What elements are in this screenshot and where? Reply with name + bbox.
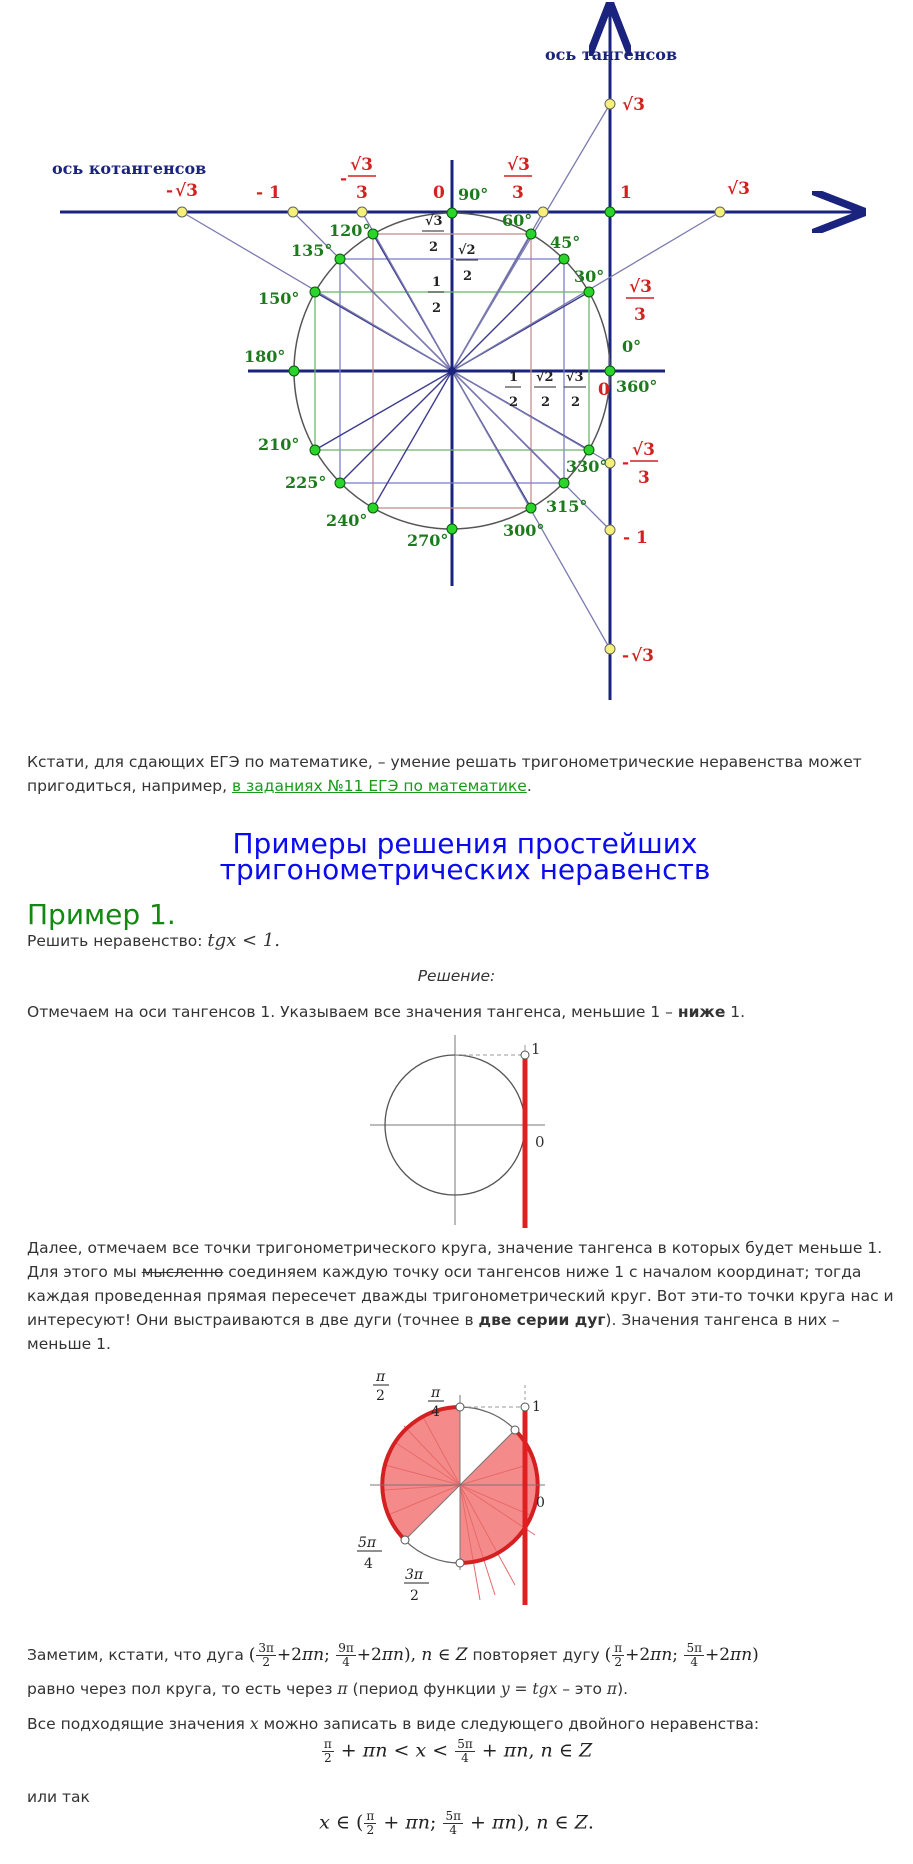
svg-text:2: 2 (429, 240, 439, 255)
svg-text:1: 1 (509, 370, 519, 385)
svg-text:0: 0 (433, 183, 445, 203)
svg-text:√3: √3 (632, 440, 656, 460)
svg-text:π: π (376, 1369, 386, 1385)
svg-text:-: - (340, 169, 348, 189)
svg-text:2: 2 (376, 1388, 385, 1404)
svg-text:0: 0 (535, 1133, 545, 1151)
svg-text:180°: 180° (244, 347, 286, 366)
task-formula: tgx < 1. (207, 930, 280, 951)
cot-axis-label: ось котангенсов (52, 159, 207, 178)
svg-text:-: - (622, 646, 630, 666)
svg-text:2: 2 (432, 301, 442, 316)
svg-text:√3: √3 (629, 277, 653, 297)
svg-text:√2: √2 (536, 370, 554, 385)
svg-text:270°: 270° (407, 531, 449, 550)
svg-text:3: 3 (638, 468, 650, 488)
svg-text:√3: √3 (566, 370, 584, 385)
svg-text:√3: √3 (350, 155, 374, 175)
svg-text:√3: √3 (727, 179, 751, 199)
tan-axis-label: ось тангенсов (545, 45, 678, 64)
svg-text:√3: √3 (507, 155, 531, 175)
all-values-paragraph: Все подходящие значения x можно записать в виде следующего двойного неравенства: (27, 1715, 760, 1733)
svg-text:0°: 0° (622, 337, 642, 356)
svg-text:0: 0 (598, 380, 610, 400)
svg-text:2: 2 (410, 1588, 419, 1604)
svg-text:330°: 330° (566, 457, 608, 476)
svg-text:√2: √2 (458, 243, 476, 258)
svg-text:√3: √3 (425, 214, 443, 229)
svg-text:30°: 30° (574, 267, 605, 286)
svg-text:2: 2 (541, 395, 551, 410)
example-title: Пример 1. (27, 898, 176, 931)
svg-text:-: - (166, 181, 174, 201)
interval-answer: x ∈ ( $\frac{\pi}{2}$ + πn; $\frac{5\pi}{4}$ + πn), n ∈ Z. (319, 1809, 594, 1837)
svg-text:-: - (622, 453, 630, 473)
svg-text:225°: 225° (285, 473, 327, 492)
svg-text:240°: 240° (326, 511, 368, 530)
svg-text:4: 4 (364, 1556, 373, 1572)
double-inequality: $\frac{\pi}{2}$ + πn < x < $\frac{5\pi}{4}$ + πn, n ∈ Z (323, 1737, 593, 1765)
svg-text:√3: √3 (622, 95, 646, 115)
svg-text:2: 2 (509, 395, 519, 410)
svg-text:120°: 120° (329, 221, 371, 240)
svg-text:315°: 315° (546, 497, 588, 516)
task-line: Решить неравенство: tgx < 1. (27, 930, 280, 951)
svg-text:√3: √3 (175, 181, 199, 201)
svg-text:60°: 60° (502, 211, 533, 230)
arcs-figure (360, 1365, 560, 1605)
svg-text:5π: 5π (358, 1535, 377, 1551)
solution-label: Решение: (417, 967, 496, 985)
svg-text:135°: 135° (291, 241, 333, 260)
unit-circle-diagram (0, 0, 913, 710)
svg-text:4: 4 (431, 1404, 440, 1420)
svg-text:150°: 150° (258, 289, 300, 308)
svg-text:π: π (431, 1385, 441, 1401)
svg-text:3: 3 (512, 183, 524, 203)
svg-text:1: 1 (620, 183, 632, 203)
svg-text:2: 2 (571, 395, 581, 410)
step2-paragraph: Далее, отмечаем все точки тригонометрического круга, значение тангенса в которых будет меньше 1. Для этого мы мысленно соединяем каждую точку оси тангенсов ниже 1 с началом координат; тогда каждая проведенная прямая пересечет дважды тригонометрический круг. Вот эти-то точки круга нас и интересуют! Они выстраиваются в две дуги (точнее в две серии дуг). Значения тангенса в них – меньше 1. (27, 1239, 894, 1353)
svg-text:360°: 360° (616, 377, 658, 396)
svg-text:3: 3 (634, 305, 646, 325)
svg-text:2: 2 (463, 269, 473, 284)
step1-paragraph: Отмечаем на оси тангенсов 1. Указываем все значения тангенса, меньшие 1 – ниже 1. (27, 1003, 746, 1021)
svg-text:1: 1 (531, 1040, 541, 1058)
section-heading: Примеры решения простейших тригонометрических неравенств (219, 827, 711, 886)
svg-text:90°: 90° (458, 185, 489, 204)
svg-text:3: 3 (356, 183, 368, 203)
svg-text:0: 0 (536, 1495, 545, 1511)
ege-task11-link[interactable]: в заданиях №11 ЕГЭ по математике (231, 777, 527, 795)
note-paragraph-2: равно через пол круга, то есть через π (период функции y = tgx – это π). (27, 1680, 629, 1698)
svg-text:3π: 3π (405, 1567, 424, 1583)
or-so-text: или так (27, 1788, 90, 1806)
svg-text:300°: 300° (503, 521, 545, 540)
svg-text:45°: 45° (550, 233, 581, 252)
svg-text:1: 1 (532, 1399, 541, 1415)
svg-text:1: 1 (432, 275, 442, 290)
svg-text:- 1: - 1 (623, 528, 648, 548)
svg-text:- 1: - 1 (256, 183, 281, 203)
svg-text:√3: √3 (631, 646, 655, 666)
tangent-axis-figure (365, 1030, 555, 1230)
intro-paragraph: Кстати, для сдающих ЕГЭ по математике, – умение решать тригонометрические неравенства может пригодиться, например, в заданиях №11 ЕГЭ по математике. (27, 753, 862, 795)
note-paragraph: Заметим, кстати, что дуга ( $\frac{3\pi}{2}$ +2πn; $\frac{9\pi}{4}$ +2πn), n ∈ Z повторяет дугу ( $\frac{\pi}{2}$ +2πn; $\frac{5\pi}{4}$ +2πn) (27, 1641, 759, 1669)
svg-text:210°: 210° (258, 435, 300, 454)
